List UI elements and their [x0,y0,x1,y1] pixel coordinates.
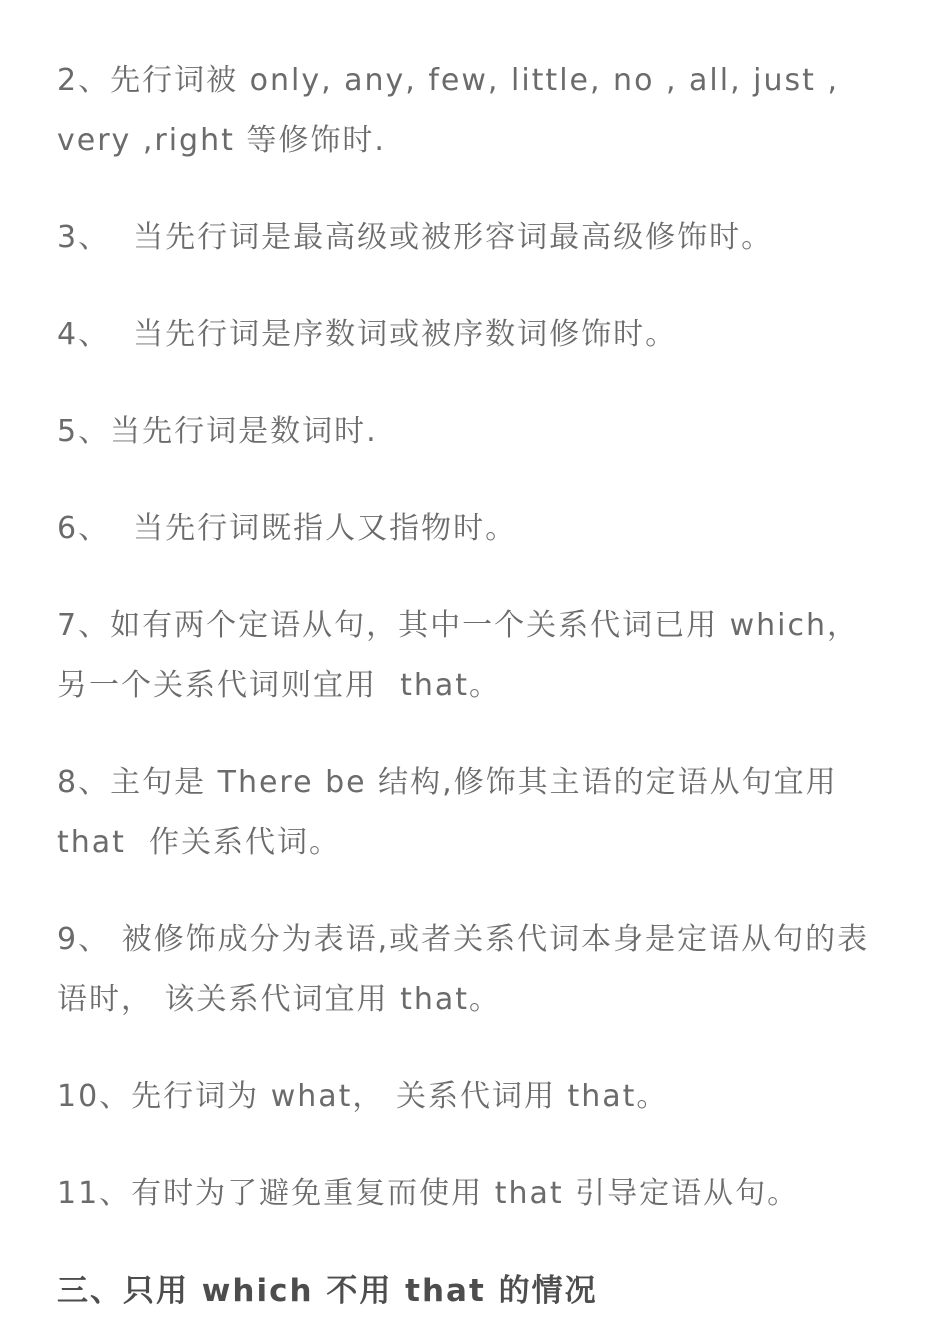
grammar-rule-8: 8、主句是 There be 结构,修饰其主语的定语从句宜用 that 作关系代词。 [57,765,850,860]
grammar-rule-3: 3、 当先行词是最高级或被形容词最高级修饰时。 [57,220,774,255]
grammar-rule-10: 10、先行词为 what， 关系代词用 that。 [57,1079,669,1114]
grammar-rule-11: 11、有时为了避免重复而使用 that 引导定语从句。 [57,1176,800,1211]
grammar-rule-4: 4、 当先行词是序数词或被序数词修饰时。 [57,317,678,352]
section-heading: 三、只用 which 不用 that 的情况 [57,1273,598,1309]
grammar-rule-5: 5、当先行词是数词时. [57,414,378,449]
grammar-rule-2: 2、先行词被 only, any, few, little, no , all, just , very ,right 等修饰时. [57,63,851,158]
grammar-rule-6: 6、 当先行词既指人又指物时。 [57,511,518,546]
grammar-rule-7: 7、如有两个定语从句，其中一个关系代词已用 which，另一个关系代词则宜用 that。 [57,608,860,703]
grammar-rule-9: 9、 被修饰成分为表语,或者关系代词本身是定语从句的表语时， 该关系代词宜用 that。 [57,922,870,1017]
